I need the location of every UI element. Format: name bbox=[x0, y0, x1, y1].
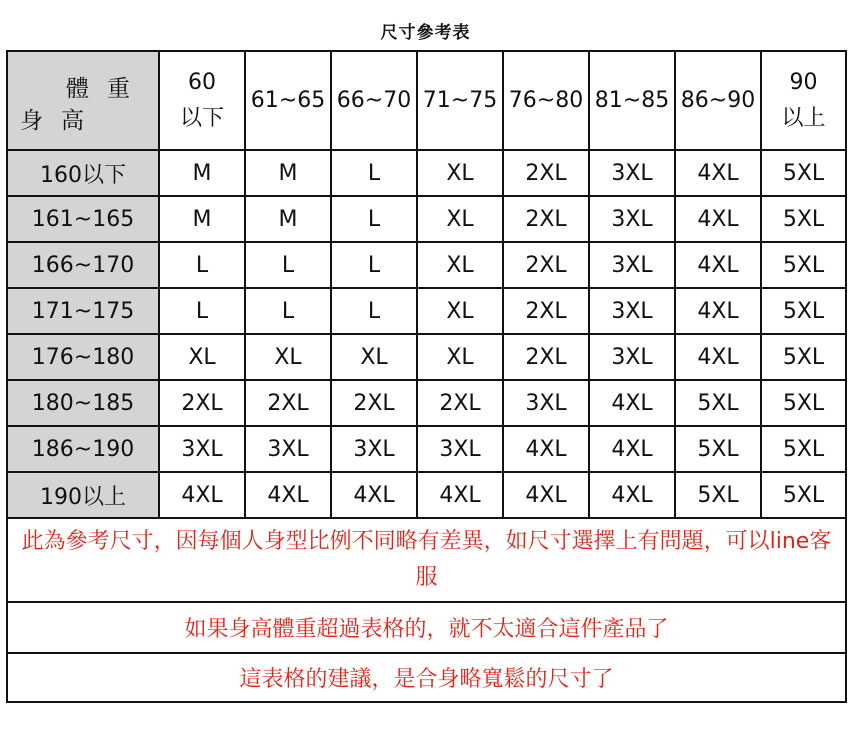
size-cell: 3XL bbox=[245, 426, 331, 472]
size-cell: L bbox=[245, 242, 331, 288]
note-text: 如果身高體重超過表格的，就不太適合這件產品了 bbox=[7, 602, 846, 653]
size-cell: 4XL bbox=[589, 426, 675, 472]
size-cell: 5XL bbox=[761, 472, 846, 518]
size-cell: 3XL bbox=[159, 426, 245, 472]
size-cell: 5XL bbox=[761, 426, 846, 472]
note-row bbox=[7, 518, 846, 602]
size-cell: 2XL bbox=[503, 150, 589, 196]
size-cell: 4XL bbox=[675, 334, 761, 380]
size-cell: XL bbox=[417, 242, 503, 288]
size-cell: 4XL bbox=[675, 242, 761, 288]
size-cell: L bbox=[159, 288, 245, 334]
weight-header-cell bbox=[159, 51, 245, 150]
table-row bbox=[7, 426, 846, 472]
size-cell: 3XL bbox=[589, 150, 675, 196]
height-label-cell: 166~170 bbox=[7, 242, 159, 288]
header-row bbox=[7, 51, 846, 150]
size-cell: M bbox=[159, 150, 245, 196]
size-cell: 4XL bbox=[675, 196, 761, 242]
size-cell: 4XL bbox=[589, 472, 675, 518]
weight-header-cell bbox=[761, 51, 846, 150]
size-cell: XL bbox=[417, 196, 503, 242]
size-chart-table bbox=[6, 50, 847, 703]
size-cell: 5XL bbox=[761, 288, 846, 334]
size-cell: M bbox=[159, 196, 245, 242]
height-label-cell: 186~190 bbox=[7, 426, 159, 472]
size-cell: 3XL bbox=[589, 288, 675, 334]
note-row bbox=[7, 653, 846, 702]
size-cell: 2XL bbox=[503, 334, 589, 380]
size-cell: 4XL bbox=[675, 150, 761, 196]
size-cell: XL bbox=[159, 334, 245, 380]
corner-header-cell bbox=[7, 51, 159, 150]
table-row bbox=[7, 380, 846, 426]
height-label-cell: 171~175 bbox=[7, 288, 159, 334]
size-cell: 4XL bbox=[675, 288, 761, 334]
table-row bbox=[7, 150, 846, 196]
note-text: 此為參考尺寸，因每個人身型比例不同略有差異，如尺寸選擇上有問題，可以line客服 bbox=[7, 518, 846, 602]
size-cell: 3XL bbox=[589, 334, 675, 380]
size-cell: 2XL bbox=[503, 242, 589, 288]
height-label-cell: 180~185 bbox=[7, 380, 159, 426]
weight-header-line2: 以下 bbox=[179, 105, 224, 131]
height-label-cell: 161~165 bbox=[7, 196, 159, 242]
size-cell: 3XL bbox=[417, 426, 503, 472]
size-cell: 2XL bbox=[417, 380, 503, 426]
table-row bbox=[7, 288, 846, 334]
size-cell: 4XL bbox=[589, 380, 675, 426]
height-label-cell: 190以上 bbox=[7, 472, 159, 518]
size-cell: 4XL bbox=[417, 472, 503, 518]
size-cell: 4XL bbox=[503, 472, 589, 518]
size-cell: L bbox=[245, 288, 331, 334]
weight-header-line1: 90 bbox=[789, 69, 818, 95]
height-label-cell: 160以下 bbox=[7, 150, 159, 196]
size-cell: 5XL bbox=[761, 242, 846, 288]
size-cell: L bbox=[331, 288, 417, 334]
note-text: 這表格的建議，是合身略寬鬆的尺寸了 bbox=[7, 653, 846, 702]
size-cell: 2XL bbox=[159, 380, 245, 426]
size-cell: XL bbox=[417, 150, 503, 196]
note-row bbox=[7, 602, 846, 653]
weight-axis-label: 體重 bbox=[66, 76, 148, 102]
table-title: 尺寸參考表 bbox=[380, 23, 471, 43]
size-cell: 4XL bbox=[331, 472, 417, 518]
weight-header-line2: 以上 bbox=[781, 105, 826, 131]
height-label-cell: 176~180 bbox=[7, 334, 159, 380]
size-cell: 5XL bbox=[761, 380, 846, 426]
size-cell: XL bbox=[245, 334, 331, 380]
weight-header-cell: 86~90 bbox=[675, 51, 761, 150]
size-cell: 5XL bbox=[675, 472, 761, 518]
table-row bbox=[7, 196, 846, 242]
size-cell: 2XL bbox=[503, 288, 589, 334]
size-cell: 2XL bbox=[331, 380, 417, 426]
size-cell: L bbox=[331, 196, 417, 242]
size-cell: XL bbox=[417, 334, 503, 380]
size-cell: 5XL bbox=[761, 196, 846, 242]
size-cell: 3XL bbox=[589, 242, 675, 288]
table-row bbox=[7, 472, 846, 518]
size-cell: 4XL bbox=[245, 472, 331, 518]
weight-header-cell: 71~75 bbox=[417, 51, 503, 150]
size-cell: XL bbox=[417, 288, 503, 334]
weight-header-cell: 76~80 bbox=[503, 51, 589, 150]
size-cell: 3XL bbox=[503, 380, 589, 426]
size-cell: L bbox=[159, 242, 245, 288]
weight-header-cell: 66~70 bbox=[331, 51, 417, 150]
weight-header-cell: 81~85 bbox=[589, 51, 675, 150]
size-cell: L bbox=[331, 242, 417, 288]
size-cell: 4XL bbox=[159, 472, 245, 518]
size-cell: M bbox=[245, 150, 331, 196]
size-cell: XL bbox=[331, 334, 417, 380]
size-cell: 5XL bbox=[675, 380, 761, 426]
size-cell: L bbox=[331, 150, 417, 196]
size-cell: 5XL bbox=[761, 150, 846, 196]
size-cell: M bbox=[245, 196, 331, 242]
table-row bbox=[7, 242, 846, 288]
table-row bbox=[7, 334, 846, 380]
size-cell: 5XL bbox=[675, 426, 761, 472]
size-cell: 2XL bbox=[245, 380, 331, 426]
size-cell: 3XL bbox=[331, 426, 417, 472]
weight-header-line1: 60 bbox=[188, 69, 216, 95]
size-cell: 2XL bbox=[503, 196, 589, 242]
height-axis-label: 身高 bbox=[20, 108, 102, 134]
size-cell: 3XL bbox=[589, 196, 675, 242]
size-cell: 4XL bbox=[503, 426, 589, 472]
weight-header-cell: 61~65 bbox=[245, 51, 331, 150]
size-cell: 5XL bbox=[761, 334, 846, 380]
